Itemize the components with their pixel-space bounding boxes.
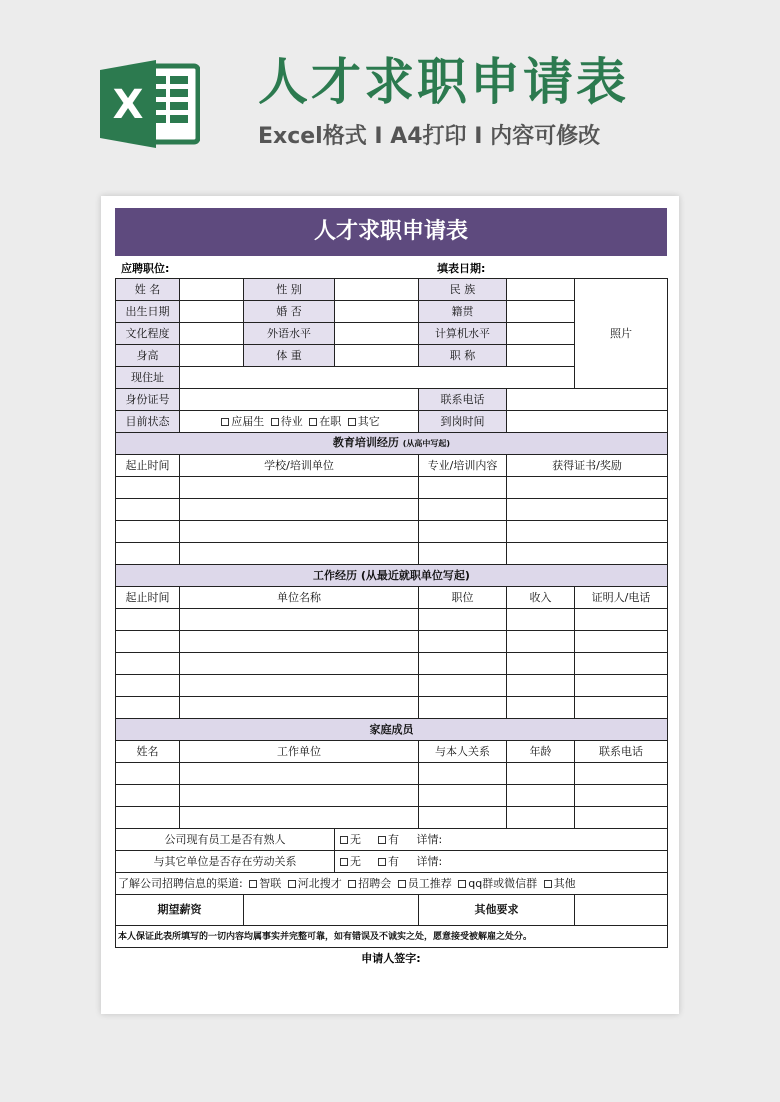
status-option-label: 其它	[357, 414, 380, 428]
details-label: 详情:	[416, 832, 443, 846]
table-row	[116, 609, 668, 631]
address-field[interactable]	[180, 367, 575, 389]
excel-logo-letter: X	[112, 82, 144, 128]
table-row	[116, 851, 668, 873]
address-label: 现住址	[116, 367, 180, 389]
status-checkbox-other[interactable]	[348, 418, 356, 426]
table-cell[interactable]	[180, 609, 419, 631]
foreign-lang-field[interactable]	[335, 323, 419, 345]
status-option-label: 应届生	[231, 414, 265, 428]
table-cell[interactable]	[575, 697, 668, 719]
table-cell[interactable]	[419, 477, 507, 499]
table-cell[interactable]	[180, 697, 419, 719]
phone-label: 联系电话	[419, 389, 507, 411]
column-header: 工作单位	[180, 741, 419, 763]
table-cell[interactable]	[180, 521, 419, 543]
table-row	[116, 433, 668, 455]
column-header: 专业/培训内容	[419, 455, 507, 477]
photo-box[interactable]: 照片	[575, 279, 668, 389]
computer-field[interactable]	[507, 323, 575, 345]
form-table	[115, 278, 668, 948]
arrival-field[interactable]	[507, 411, 668, 433]
table-cell[interactable]	[419, 785, 507, 807]
table-cell[interactable]	[116, 631, 180, 653]
salary-field[interactable]	[244, 895, 419, 926]
table-cell[interactable]	[116, 543, 180, 565]
column-header: 证明人/电话	[575, 587, 668, 609]
channel-checkbox[interactable]	[288, 880, 296, 888]
gender-label: 性 别	[244, 279, 335, 301]
table-cell[interactable]	[180, 543, 419, 565]
id-number-label: 身份证号	[116, 389, 180, 411]
declaration-text: 本人保证此表所填写的一切内容均属事实并完整可靠，如有错误及不诚实之处，愿意接受被解雇之处分。	[116, 926, 668, 948]
table-row	[116, 477, 668, 499]
weight-field[interactable]	[335, 345, 419, 367]
labor-relation-question: 与其它单位是否存在劳动关系	[116, 851, 335, 873]
education-label: 文化程度	[116, 323, 180, 345]
acquaintance-no-checkbox[interactable]	[340, 836, 348, 844]
table-row	[116, 279, 668, 301]
table-cell[interactable]	[180, 499, 419, 521]
status-checkbox-employed[interactable]	[309, 418, 317, 426]
table-cell[interactable]	[419, 763, 507, 785]
status-label: 目前状态	[116, 411, 180, 433]
table-cell[interactable]	[116, 763, 180, 785]
option-label: 有	[388, 832, 399, 846]
channel-option: 员工推荐	[407, 876, 452, 890]
other-req-field[interactable]	[575, 895, 668, 926]
arrival-label: 到岗时间	[419, 411, 507, 433]
birth-date-label: 出生日期	[116, 301, 180, 323]
family-section-title: 家庭成员	[116, 719, 668, 741]
table-cell[interactable]	[116, 807, 180, 829]
foreign-lang-label: 外语水平	[244, 323, 335, 345]
table-cell[interactable]	[116, 521, 180, 543]
status-options	[180, 411, 419, 433]
table-row	[116, 499, 668, 521]
table-row	[116, 455, 668, 477]
table-cell[interactable]	[507, 521, 668, 543]
table-row	[116, 763, 668, 785]
channel-option: 河北搜才	[297, 876, 342, 890]
table-row	[116, 521, 668, 543]
table-cell[interactable]	[575, 609, 668, 631]
document-sheet	[101, 196, 679, 1014]
id-number-field[interactable]	[180, 389, 419, 411]
application-form	[115, 208, 667, 970]
status-checkbox-graduate[interactable]	[221, 418, 229, 426]
salary-label: 期望薪资	[116, 895, 244, 926]
table-row	[116, 587, 668, 609]
channel-checkbox[interactable]	[348, 880, 356, 888]
height-field[interactable]	[180, 345, 244, 367]
table-row	[116, 829, 668, 851]
table-cell[interactable]	[507, 631, 575, 653]
table-cell[interactable]	[419, 675, 507, 697]
table-row	[116, 807, 668, 829]
table-row	[116, 873, 668, 895]
ethnicity-label: 民 族	[419, 279, 507, 301]
table-row	[116, 631, 668, 653]
table-cell[interactable]	[419, 499, 507, 521]
table-row	[116, 741, 668, 763]
table-cell[interactable]	[419, 609, 507, 631]
channel-option: 招聘会	[358, 876, 392, 890]
labor-yes-checkbox[interactable]	[378, 858, 386, 866]
table-row	[116, 411, 668, 433]
acquaintance-yes-checkbox[interactable]	[378, 836, 386, 844]
channel-label: 了解公司招聘信息的渠道:	[118, 876, 243, 890]
column-header: 起止时间	[116, 455, 180, 477]
column-header: 收入	[507, 587, 575, 609]
native-place-label: 籍贯	[419, 301, 507, 323]
column-header: 职位	[419, 587, 507, 609]
column-header: 联系电话	[575, 741, 668, 763]
table-row	[116, 785, 668, 807]
gender-field[interactable]	[335, 279, 419, 301]
column-header: 单位名称	[180, 587, 419, 609]
table-cell[interactable]	[575, 631, 668, 653]
table-row	[116, 719, 668, 741]
column-header: 年龄	[507, 741, 575, 763]
table-cell[interactable]	[419, 543, 507, 565]
labor-relation-options	[335, 851, 668, 873]
table-row	[116, 926, 668, 948]
table-cell[interactable]	[575, 675, 668, 697]
table-cell[interactable]	[419, 697, 507, 719]
status-option-label: 在职	[319, 414, 342, 428]
option-label: 有	[388, 854, 399, 868]
page-subtitle: Excel格式 I A4打印 I 内容可修改	[258, 124, 601, 149]
height-label: 身高	[116, 345, 180, 367]
computer-label: 计算机水平	[419, 323, 507, 345]
table-cell[interactable]	[180, 477, 419, 499]
table-cell[interactable]	[116, 785, 180, 807]
table-cell[interactable]	[507, 697, 575, 719]
table-cell[interactable]	[180, 675, 419, 697]
native-place-field[interactable]	[507, 301, 575, 323]
column-header: 姓名	[116, 741, 180, 763]
title-field[interactable]	[507, 345, 575, 367]
table-cell[interactable]	[180, 653, 419, 675]
table-row	[116, 675, 668, 697]
table-cell[interactable]	[507, 675, 575, 697]
table-cell[interactable]	[180, 631, 419, 653]
table-cell[interactable]	[507, 499, 668, 521]
phone-field[interactable]	[507, 389, 668, 411]
table-cell[interactable]	[180, 785, 419, 807]
form-title: 人才求职申请表	[115, 208, 667, 256]
table-row	[116, 653, 668, 675]
table-cell[interactable]	[575, 763, 668, 785]
table-row	[116, 895, 668, 926]
acquaintance-options	[335, 829, 668, 851]
channel-option: 智联	[259, 876, 282, 890]
table-cell[interactable]	[419, 807, 507, 829]
table-cell[interactable]	[116, 675, 180, 697]
name-field[interactable]	[180, 279, 244, 301]
title-label: 职 称	[419, 345, 507, 367]
channel-checkbox[interactable]	[458, 880, 466, 888]
table-cell[interactable]	[507, 477, 668, 499]
signature-label: 申请人签字:	[361, 952, 421, 965]
table-cell[interactable]	[507, 763, 575, 785]
channel-option: 其他	[553, 876, 576, 890]
education-field[interactable]	[180, 323, 244, 345]
education-section-note: (从高中写起)	[402, 439, 451, 448]
name-label: 姓 名	[116, 279, 180, 301]
option-label: 无	[350, 832, 361, 846]
column-header: 起止时间	[116, 587, 180, 609]
table-cell[interactable]	[575, 807, 668, 829]
table-cell[interactable]	[507, 785, 575, 807]
status-option-label: 待业	[280, 414, 303, 428]
page-title: 人才求职申请表	[258, 53, 629, 111]
table-cell[interactable]	[419, 521, 507, 543]
table-row	[116, 565, 668, 587]
table-cell[interactable]	[116, 697, 180, 719]
excel-logo-icon	[100, 58, 200, 150]
education-section-label: 教育培训经历	[332, 436, 399, 449]
table-cell[interactable]	[575, 653, 668, 675]
table-cell[interactable]	[419, 631, 507, 653]
position-label: 应聘职位:	[121, 262, 170, 275]
acquaintance-question: 公司现有员工是否有熟人	[116, 829, 335, 851]
weight-label: 体 重	[244, 345, 335, 367]
table-row	[116, 697, 668, 719]
table-cell[interactable]	[507, 653, 575, 675]
table-cell[interactable]	[116, 653, 180, 675]
marital-label: 婚 否	[244, 301, 335, 323]
channel-option: qq群或微信群	[468, 876, 538, 890]
table-cell[interactable]	[507, 609, 575, 631]
status-checkbox-unemployed[interactable]	[271, 418, 279, 426]
table-cell[interactable]	[419, 653, 507, 675]
channel-checkbox[interactable]	[398, 880, 406, 888]
column-header: 获得证书/奖励	[507, 455, 668, 477]
table-cell[interactable]	[116, 477, 180, 499]
table-cell[interactable]	[180, 763, 419, 785]
ethnicity-field[interactable]	[507, 279, 575, 301]
table-cell[interactable]	[180, 807, 419, 829]
work-section-title: 工作经历 (从最近就职单位写起)	[116, 565, 668, 587]
table-cell[interactable]	[507, 807, 575, 829]
channel-checkbox[interactable]	[249, 880, 257, 888]
channel-checkbox[interactable]	[544, 880, 552, 888]
channel-row	[116, 873, 668, 895]
date-label: 填表日期:	[437, 262, 486, 275]
form-header-line	[115, 256, 667, 278]
labor-no-checkbox[interactable]	[340, 858, 348, 866]
details-label: 详情:	[416, 854, 443, 868]
column-header: 学校/培训单位	[180, 455, 419, 477]
table-row	[116, 543, 668, 565]
other-req-label: 其他要求	[419, 895, 575, 926]
column-header: 与本人关系	[419, 741, 507, 763]
option-label: 无	[350, 854, 361, 868]
table-cell[interactable]	[116, 499, 180, 521]
table-cell[interactable]	[116, 609, 180, 631]
table-cell[interactable]	[575, 785, 668, 807]
education-section-title	[116, 433, 668, 455]
birth-date-field[interactable]	[180, 301, 244, 323]
table-cell[interactable]	[507, 543, 668, 565]
table-row	[116, 389, 668, 411]
marital-field[interactable]	[335, 301, 419, 323]
